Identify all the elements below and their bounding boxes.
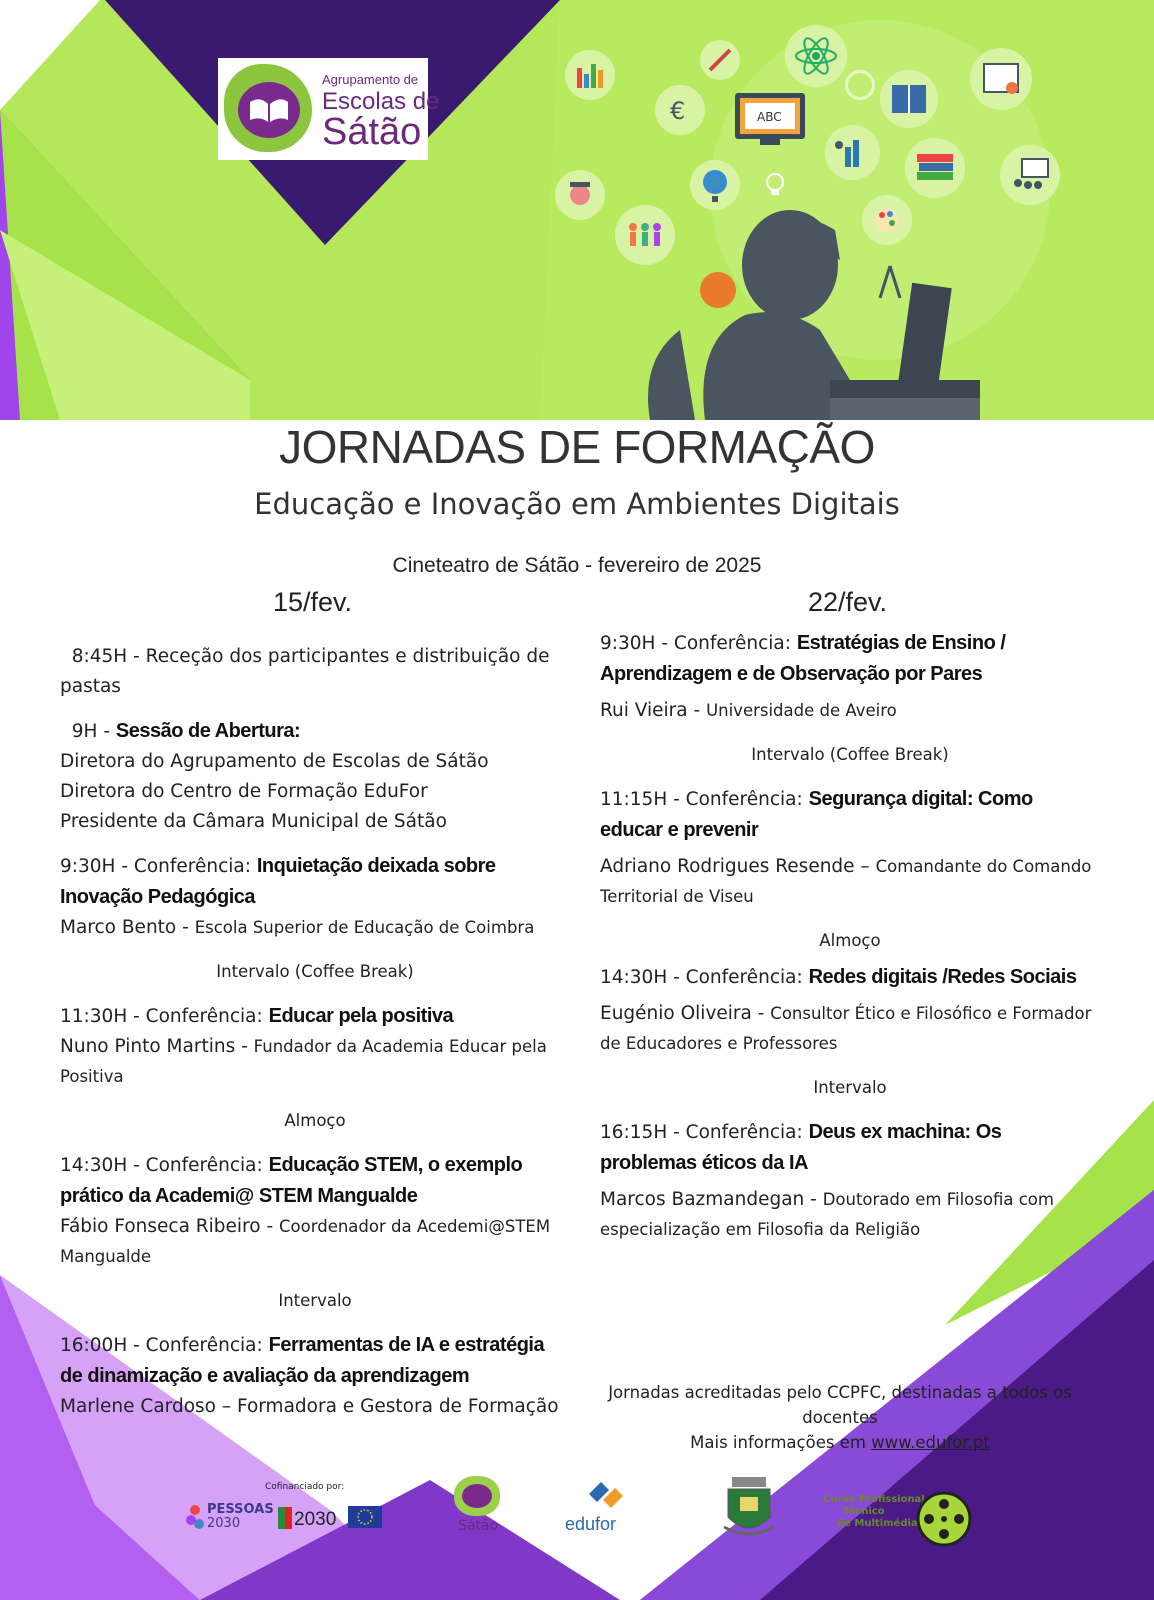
compass-icon	[875, 262, 905, 302]
lightbulb-icon	[760, 170, 790, 200]
d1-kind: Conferência:	[133, 856, 257, 877]
d2-time: 11:15H -	[600, 789, 686, 810]
basketball-icon	[700, 272, 736, 308]
book-icon	[238, 82, 300, 138]
d2-time: 14:30H -	[600, 967, 686, 988]
d1-speaker: Marlene Cardoso – Formadora e Gestora de Formação	[60, 1396, 559, 1417]
gear-icon	[845, 70, 875, 100]
d1-speaker-line	[60, 1032, 570, 1092]
page-subtitle: Educação e Inovação em Ambientes Digitais	[254, 487, 900, 521]
d1-kind: Conferência:	[145, 1335, 269, 1356]
d1-break: Intervalo	[278, 1291, 352, 1310]
day2-date: 22/fev.	[808, 587, 888, 617]
people-chart-icon	[825, 125, 880, 180]
edufor-link[interactable]: www.edufor.pt	[871, 1433, 990, 1452]
day1-date: 15/fev.	[273, 587, 353, 617]
edufor-text: edufor	[565, 1514, 617, 1534]
d2-item-conference	[600, 784, 1100, 846]
accreditation-note	[570, 1380, 1110, 1455]
accreditation-line: Jornadas acreditadas pelo CCPFC, destinadas a todos os docentes	[608, 1383, 1072, 1427]
graduate-icon	[555, 170, 605, 220]
d1-item-conference	[60, 1001, 570, 1032]
d1-time: 11:30H -	[60, 1006, 146, 1027]
edufor-logo	[565, 1478, 645, 1540]
d1-time: 9H -	[71, 721, 116, 742]
municipio-emblem	[454, 1476, 500, 1516]
d1-time: 8:45H -	[71, 646, 146, 667]
euro-icon	[655, 85, 705, 135]
d2-item-conference	[600, 1117, 1100, 1179]
d1-opening-speaker: Presidente da Câmara Municipal de Sátão	[60, 811, 447, 832]
d1-conference-title: Educar pela positiva	[268, 1005, 454, 1027]
d1-speaker: Marco Bento -	[60, 917, 195, 938]
d1-item-conference	[60, 851, 570, 913]
d2-speaker: Rui Vieira -	[600, 700, 707, 721]
d2-time: 9:30H -	[600, 633, 674, 654]
day2-program	[600, 628, 1100, 1245]
d1-speaker: Nuno Pinto Martins -	[60, 1036, 254, 1057]
d2-affiliation: Comandante do Comando Territorial de Viseu	[600, 857, 1092, 906]
municipio-text: Sátão	[457, 1518, 499, 1534]
pessoas-2030-logo	[185, 1500, 274, 1534]
d1-break: Almoço	[284, 1111, 346, 1130]
d2-speaker: Eugénio Oliveira -	[600, 1003, 771, 1024]
d1-item-conference	[60, 1330, 570, 1392]
d2-time: 16:15H -	[600, 1122, 686, 1143]
pencil-icon	[700, 40, 740, 80]
d1-conference-title: Educação STEM, o exemplo prático da Academi@ STEM Mangualde	[60, 1154, 523, 1207]
d2-conference-title: Segurança digital: Como educar e prevenir	[600, 788, 1033, 841]
d1-opening-speaker: Diretora do Agrupamento de Escolas de Sátão	[60, 751, 489, 772]
d2-affiliation: Consultor Ético e Filosófico e Formador de Educadores e Professores	[600, 1004, 1092, 1053]
curso-line-1: Curso Profissional	[823, 1494, 925, 1505]
d2-kind: Conferência:	[673, 633, 797, 654]
d2-conference-title: Redes digitais /Redes Sociais	[808, 966, 1077, 988]
freguesia-satao-coat-of-arms	[720, 1475, 778, 1541]
d1-speaker-line	[60, 1212, 570, 1272]
svg-text:€: €	[670, 97, 686, 125]
d1-affiliation: Escola Superior de Educação de Coimbra	[194, 918, 535, 937]
d2-speaker-line	[600, 999, 1100, 1059]
pessoas-text: PESSOAS	[207, 1502, 274, 1517]
atom-icon	[785, 25, 847, 87]
d1-time: 16:00H -	[60, 1335, 146, 1356]
d1-speaker: Fábio Fonseca Ribeiro -	[60, 1216, 280, 1237]
d1-affiliation: Fundador da Academia Educar pela Positiva	[60, 1037, 547, 1086]
d2-speaker-line	[600, 852, 1100, 912]
art-palette-icon	[862, 195, 912, 245]
d1-opening-speaker: Diretora do Centro de Formação EduFor	[60, 781, 428, 802]
d2-conference-title: Estratégias de Ensino / Aprendizagem e de Observação por Pares	[600, 632, 1006, 685]
hero-banner	[0, 0, 1154, 420]
portugal-2030-logo	[278, 1503, 338, 1533]
d1-time: 9:30H -	[60, 856, 134, 877]
d2-break: Intervalo (Coffee Break)	[751, 745, 949, 764]
d2-conference-title: Deus ex machina: Os problemas éticos da IA	[600, 1121, 1002, 1174]
d2-kind: Conferência:	[685, 967, 809, 988]
cofinanced-label: Cofinanciado por:	[265, 1482, 345, 1492]
more-info-line	[570, 1430, 1110, 1455]
d2-speaker-line	[600, 696, 1100, 726]
d2-kind: Conferência:	[685, 789, 809, 810]
d1-affiliation: Coordenador da Acedemi@STEM Mangualde	[60, 1217, 551, 1266]
eu-flag-icon	[348, 1506, 382, 1528]
computer-abc-icon	[725, 85, 815, 155]
pessoas-year: 2030	[207, 1516, 241, 1531]
day1-program	[60, 642, 570, 1422]
d1-text: Receção dos participantes e distribuição de pastas	[60, 646, 550, 697]
portugal-year: 2030	[294, 1509, 337, 1530]
d1-conference-title: Ferramentas de IA e estratégia de dinamização e avaliação da aprendizagem	[60, 1334, 545, 1387]
d2-affiliation: Universidade de Aveiro	[706, 701, 897, 720]
page-title: JORNADAS DE FORMAÇÃO	[279, 421, 875, 473]
d1-time: 14:30H -	[60, 1155, 146, 1176]
logo-line-1: Agrupamento de	[322, 72, 419, 87]
more-info-prefix: Mais informações em	[690, 1433, 872, 1452]
municipio-satao-logo	[448, 1476, 508, 1540]
children-icon	[615, 205, 675, 265]
film-reel-icon	[915, 1490, 973, 1548]
d1-kind: Conferência:	[145, 1006, 269, 1027]
d2-affiliation: Doutorado em Filosofia com especialização em Filosofia da Religião	[600, 1190, 1054, 1239]
curso-line-2: Técnico	[843, 1506, 885, 1517]
logo-line-2: Escolas de	[322, 88, 440, 115]
d1-kind: Conferência:	[145, 1155, 269, 1176]
bar-chart-icon	[565, 50, 615, 100]
d2-speaker: Adriano Rodrigues Resende –	[600, 856, 876, 877]
logo-emblem	[224, 64, 312, 152]
d1-conference-title: Inquietação deixada sobre Inovação Pedagógica	[60, 855, 496, 908]
venue-date: Cineteatro de Sátão - fevereiro de 2025	[392, 554, 762, 577]
globe-icon	[690, 160, 740, 210]
d2-speaker-line	[600, 1185, 1100, 1245]
book-stack-icon	[905, 138, 965, 198]
d1-item-conference	[60, 1150, 570, 1212]
curso-line-3: de Multimédia	[837, 1518, 918, 1529]
d1-item-opening	[60, 716, 570, 747]
presentation-icon	[1000, 145, 1060, 205]
certificate-icon	[970, 48, 1032, 110]
books-icon	[880, 70, 938, 128]
laptop-screen-text: ABC	[757, 110, 782, 124]
logo-line-3: Sátão	[322, 111, 422, 153]
d2-break: Intervalo	[813, 1078, 887, 1097]
d1-speaker-line	[60, 913, 570, 943]
d1-session-title: Sessão de Abertura:	[115, 720, 301, 742]
d1-item-reception	[60, 642, 570, 702]
d1-break: Intervalo (Coffee Break)	[216, 962, 414, 981]
d2-speaker: Marcos Bazmandegan -	[600, 1189, 823, 1210]
d2-item-conference	[600, 962, 1100, 993]
school-group-logo	[218, 58, 440, 160]
d2-break: Almoço	[819, 931, 881, 950]
d2-kind: Conferência:	[685, 1122, 809, 1143]
d2-item-conference	[600, 628, 1100, 690]
